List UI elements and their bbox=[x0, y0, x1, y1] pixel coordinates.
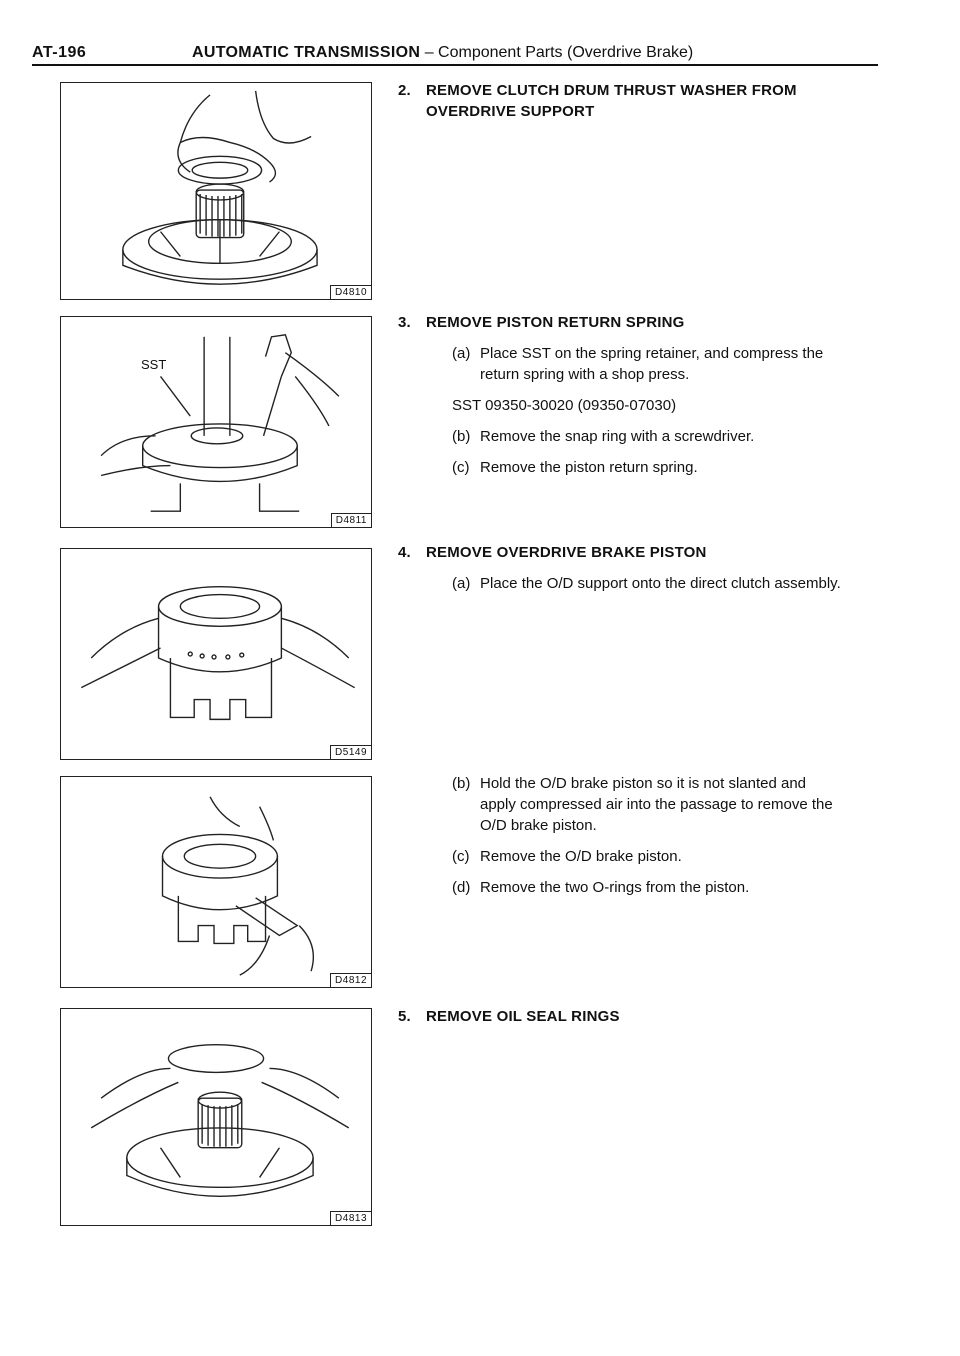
figure-od-support bbox=[60, 548, 372, 760]
figure-thrust-washer bbox=[60, 82, 372, 300]
illustration-od-support bbox=[61, 549, 371, 759]
step-4-continued bbox=[398, 773, 878, 898]
step-2 bbox=[398, 80, 878, 122]
section-subtitle: Component Parts (Overdrive Brake) bbox=[438, 44, 694, 61]
section-title: AUTOMATIC TRANSMISSION bbox=[192, 44, 421, 61]
figure-code: D4810 bbox=[330, 285, 371, 299]
page-header bbox=[32, 40, 878, 66]
substep-label: (a) bbox=[452, 345, 471, 362]
substep-b bbox=[398, 426, 878, 447]
step-2-title bbox=[398, 80, 878, 122]
step-title-text: REMOVE OVERDRIVE BRAKE PISTON bbox=[426, 544, 707, 561]
substep-text: Remove the O/D brake piston. bbox=[480, 848, 682, 865]
step-title-text: REMOVE PISTON RETURN SPRING bbox=[426, 314, 685, 331]
figure-code: D4812 bbox=[330, 973, 371, 987]
sst-label: SST bbox=[141, 357, 167, 372]
substep-text: Remove the two O-rings from the piston. bbox=[480, 879, 750, 896]
step-number: 5. bbox=[398, 1008, 411, 1025]
figure-sst-press bbox=[60, 316, 372, 528]
title-line: OVERDRIVE SUPPORT bbox=[426, 103, 595, 120]
substep-d bbox=[398, 877, 878, 898]
substep-a bbox=[398, 573, 878, 594]
substep-c bbox=[398, 846, 878, 867]
step-number: 4. bbox=[398, 544, 411, 561]
sst-spec: SST 09350-30020 (09350-07030) bbox=[452, 397, 677, 414]
substep-b bbox=[398, 773, 878, 836]
step-5 bbox=[398, 1006, 878, 1027]
step-4 bbox=[398, 542, 878, 594]
substep-line: O/D brake piston. bbox=[480, 817, 597, 834]
substep-line: Place SST on the spring retainer, and compress the bbox=[480, 345, 824, 362]
substep-line: return spring with a shop press. bbox=[480, 366, 690, 383]
step-5-title bbox=[398, 1006, 878, 1027]
figure-compressed-air bbox=[60, 776, 372, 988]
substep-label: (d) bbox=[452, 879, 471, 896]
substep-line: Hold the O/D brake piston so it is not slanted and bbox=[480, 775, 807, 792]
step-4-title bbox=[398, 542, 878, 563]
figure-code: D5149 bbox=[330, 745, 371, 759]
step-number: 2. bbox=[398, 82, 411, 99]
substep-text: Remove the piston return spring. bbox=[480, 459, 698, 476]
substep-a bbox=[398, 343, 878, 385]
illustration-oil-seal-rings bbox=[61, 1009, 371, 1225]
substep-c bbox=[398, 457, 878, 478]
illustration-compressed-air bbox=[61, 777, 371, 987]
substep-text: Place the O/D support onto the direct clutch assembly. bbox=[480, 575, 841, 592]
substep-label: (b) bbox=[452, 775, 471, 792]
substep-line: apply compressed air into the passage to remove the bbox=[480, 796, 833, 813]
title-line: REMOVE CLUTCH DRUM THRUST WASHER FROM bbox=[426, 82, 797, 99]
step-number: 3. bbox=[398, 314, 411, 331]
illustration-sst-press bbox=[61, 317, 371, 527]
page-title bbox=[192, 44, 693, 62]
figure-code: D4811 bbox=[331, 513, 371, 527]
substep-label: (b) bbox=[452, 428, 471, 445]
step-3 bbox=[398, 312, 878, 478]
substep-label: (c) bbox=[452, 459, 470, 476]
figure-code: D4813 bbox=[330, 1211, 371, 1225]
step-title-text: REMOVE OIL SEAL RINGS bbox=[426, 1008, 620, 1025]
title-dash: – bbox=[424, 44, 434, 61]
substep-label: (a) bbox=[452, 575, 471, 592]
page-number: AT-196 bbox=[32, 44, 87, 61]
illustration-thrust-washer bbox=[61, 83, 371, 299]
substep-text: Remove the snap ring with a screwdriver. bbox=[480, 428, 755, 445]
step-3-title bbox=[398, 312, 878, 333]
substep-label: (c) bbox=[452, 848, 470, 865]
figure-oil-seal-rings bbox=[60, 1008, 372, 1226]
